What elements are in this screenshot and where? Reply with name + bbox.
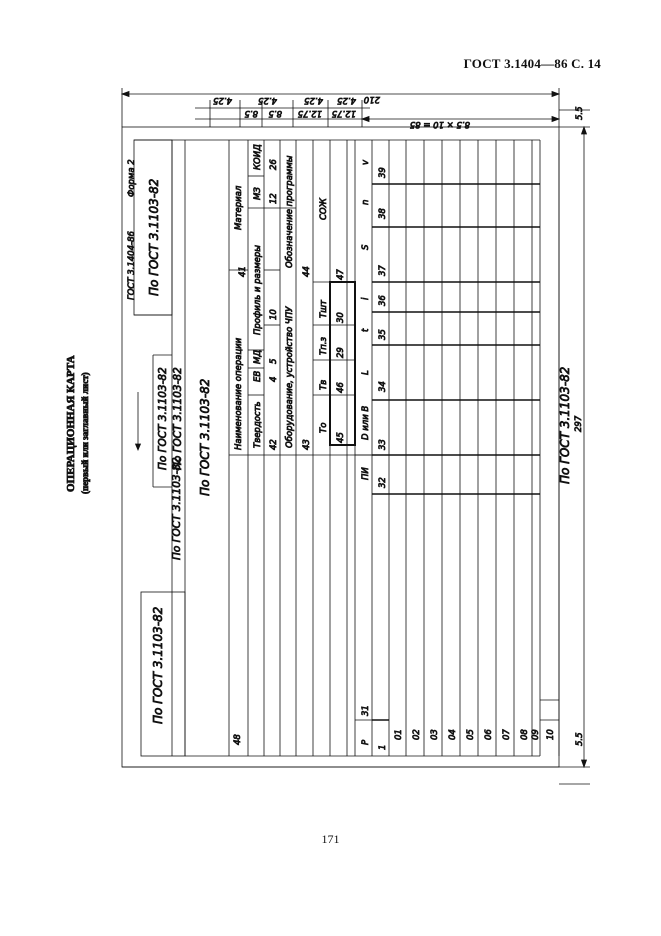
field-39: 39: [378, 167, 388, 178]
stamp-side-left-text: По ГОСТ 3.1103-82: [171, 457, 183, 560]
field-46: 46: [336, 382, 346, 393]
row-01: 01: [394, 729, 404, 740]
label-kod: КОИД: [253, 144, 263, 170]
row-04: 04: [448, 729, 458, 740]
label-eb: ЕВ: [253, 370, 263, 382]
form-frame: [122, 127, 559, 767]
field-41: 41: [238, 266, 248, 277]
dim-c4: 12.75: [331, 108, 356, 118]
label-operation-name: Наименование операции: [234, 337, 244, 450]
label-v: v: [361, 159, 371, 165]
row-07: 07: [502, 729, 512, 740]
label-szh: СОЖ: [319, 198, 329, 220]
stamp-side-large-text: По ГОСТ 3.1103-82: [151, 606, 165, 724]
dim-d3: 4.25: [304, 95, 323, 105]
field-32: 32: [378, 477, 388, 488]
field-44: 44: [302, 266, 312, 277]
label-n: n: [361, 199, 371, 205]
card-subtitle: (первый или заглавный лист): [80, 372, 90, 494]
label-l: L: [361, 370, 371, 375]
field-42: 42: [269, 439, 279, 450]
dim-d2: 4.25: [258, 95, 277, 105]
field-12: 12: [269, 193, 279, 204]
label-t: t: [361, 328, 371, 332]
label-to: То: [319, 422, 329, 433]
dim-c3: 12.75: [297, 108, 322, 118]
row-09: 09: [531, 729, 541, 740]
label-program: Обозначение программы: [285, 155, 295, 268]
row-06: 06: [484, 729, 494, 740]
field-33: 33: [378, 439, 388, 450]
stamp-bottom-text: По ГОСТ 3.1103-82: [558, 366, 572, 484]
label-tsht: Тшт: [319, 300, 329, 318]
row-03: 03: [430, 729, 440, 740]
field-5: 5: [269, 358, 279, 364]
stamp-top-standard: ГОСТ 3.1404-86: [127, 231, 137, 300]
field-38: 38: [378, 208, 388, 219]
field-34: 34: [378, 381, 388, 392]
dim-margin-top: 5.5: [575, 106, 585, 120]
dim-c2: 8.5: [268, 108, 282, 118]
page-header: ГОСТ 3.1404—86 С. 14: [463, 56, 601, 71]
dim-c1: 8.5: [244, 108, 258, 118]
field-31: 31: [361, 705, 371, 716]
label-s: S: [361, 244, 371, 250]
label-mz: МЗ: [253, 187, 263, 200]
stamp-top-main-text: По ГОСТ 3.1103-82: [147, 178, 161, 296]
label-p: Р: [361, 739, 371, 745]
stamp-body-center-text: По ГОСТ 3.1103-82: [198, 378, 212, 496]
dim-height-label: 297: [574, 415, 584, 432]
label-tv: Тв: [319, 379, 329, 390]
field-45: 45: [336, 432, 346, 443]
row-10: 10: [546, 729, 556, 740]
stamp-side-right-text: По ГОСТ 3.1103-82: [172, 367, 184, 470]
dim-width-label: 210: [363, 94, 380, 104]
field-35: 35: [378, 329, 388, 340]
field-36: 36: [378, 295, 388, 306]
card-title: ОПЕРАЦИОННАЯ КАРТА: [65, 355, 77, 492]
label-material: Материал: [234, 185, 244, 230]
stamp-top-form: Форма 2: [127, 159, 137, 197]
label-hardness: Твердость: [253, 401, 263, 448]
row-08: 08: [520, 729, 530, 740]
field-37: 37: [378, 265, 388, 276]
field-10: 10: [269, 309, 279, 320]
label-pi: ПИ: [361, 467, 371, 480]
title-block: [65, 355, 90, 494]
label-tpz: Тп.з: [319, 337, 329, 355]
dim-d4: 4.25: [337, 95, 356, 105]
label-d-or-b: D или В: [361, 405, 371, 440]
field-4: 4: [269, 376, 279, 382]
label-profile: Профиль и размеры: [253, 244, 263, 335]
label-md: МД: [253, 350, 263, 364]
row-numbers: [394, 729, 556, 740]
stamp-side-mid-text: По ГОСТ 3.1103-82: [157, 367, 169, 470]
dim-d1: 4.25: [213, 95, 232, 105]
field-47: 47: [336, 269, 346, 280]
field-26: 26: [269, 159, 279, 170]
page-number: 171: [321, 832, 340, 846]
row-05: 05: [466, 729, 476, 740]
dim-rows-label: 8.5 × 10 = 85: [409, 119, 470, 129]
row-label-1: 1: [378, 744, 388, 750]
label-i: i: [361, 297, 371, 300]
row-02: 02: [412, 729, 422, 740]
field-30: 30: [336, 312, 346, 323]
field-48: 48: [233, 734, 243, 745]
field-29: 29: [336, 347, 346, 358]
label-equipment: Оборудование, устройство ЧПУ: [285, 306, 295, 448]
field-43: 43: [302, 439, 312, 450]
dim-margin-bottom: 5.5: [575, 732, 585, 746]
